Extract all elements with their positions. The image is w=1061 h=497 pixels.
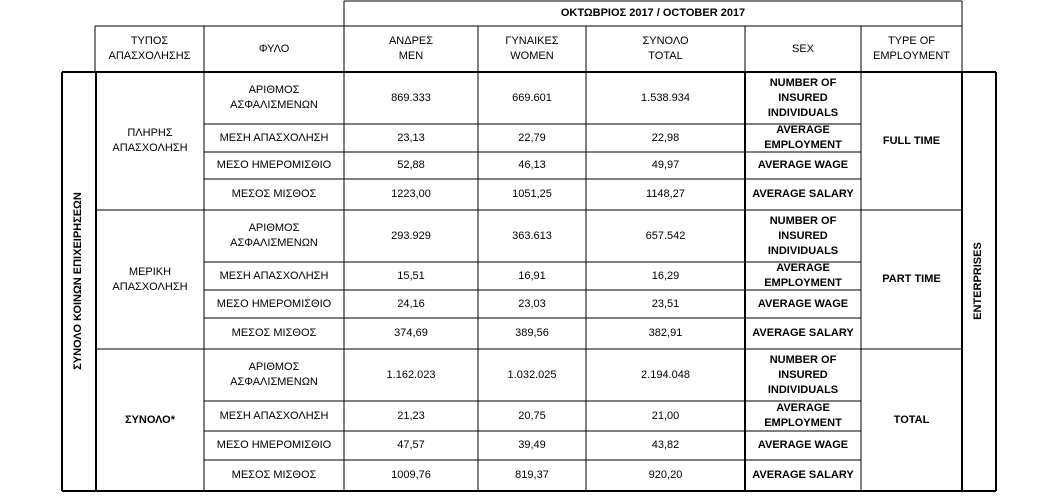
value-women: 389,56 [515,327,549,339]
value-women: 20,75 [518,409,546,422]
header-women: ΓΥΝΑΙΚΕΣ WOMEN [505,35,559,62]
metric-en: AVERAGE EMPLOYMENT [764,262,842,289]
value-men: 24,16 [397,297,425,310]
group-label-gr: ΜΕΡΙΚΗ ΑΠΑΣΧΟΛΗΣΗ [112,265,188,293]
value-women: 39,49 [518,439,546,451]
metric-en: AVERAGE WAGE [757,439,849,451]
group-label-gr: ΣΥΝΟΛΟ* [124,413,176,426]
value-total: 43,82 [651,439,680,451]
value-women: 23,03 [518,297,546,310]
header-sex-gr: ΦΥΛΟ [258,42,290,55]
metric-gr: ΜΕΣΟΣ ΜΙΣΘΟΣ [231,188,317,200]
value-total: 2.194.048 [641,368,690,381]
value-women: 1051,25 [512,188,552,200]
metric-gr: ΑΡΙΘΜΟΣ ΑΣΦΑΛΙΣΜΕΝΩΝ [230,222,318,249]
metric-gr: ΜΕΣΟΣ ΜΙΣΘΟΣ [231,327,317,339]
right-vertical-label: ENTERPRISES [972,242,984,320]
value-men: 23,13 [397,131,425,144]
value-total: 22,98 [651,131,680,144]
metric-en: AVERAGE EMPLOYMENT [764,402,842,429]
value-women: 16,91 [518,269,546,282]
value-women: 1.032.025 [507,368,557,381]
metric-gr: ΜΕΣΟ ΗΜΕΡΟΜΙΣΘΙΟ [216,159,332,171]
value-men: 21,23 [397,409,425,422]
metric-en: AVERAGE SALARY [752,188,854,200]
value-total: 23,51 [651,297,680,310]
value-total: 1148,27 [646,188,685,200]
metric-gr: ΜΕΣΟ ΗΜΕΡΟΜΙΣΘΙΟ [216,439,332,451]
value-women: 46,13 [518,159,546,171]
value-total: 49,97 [651,159,680,171]
value-total: 382,91 [648,327,683,339]
metric-gr: ΜΕΣΟΣ ΜΙΣΘΟΣ [231,469,317,481]
value-total: 21,00 [651,409,680,422]
metric-en: AVERAGE SALARY [752,327,854,339]
value-men: 1223,00 [391,188,431,200]
group-label-en: PART TIME [882,273,941,285]
metric-gr: ΑΡΙΘΜΟΣ ΑΣΦΑΛΙΣΜΕΝΩΝ [230,361,318,388]
value-men: 1009,76 [391,469,431,481]
metric-en: AVERAGE SALARY [752,469,854,481]
group-label-en: TOTAL [893,413,930,426]
header-men: ΑΝΔΡΕΣ MEN [388,35,434,62]
value-men: 47,57 [397,439,425,451]
value-women: 819,37 [515,469,549,481]
header-type-gr: ΤΥΠΟΣ ΑΠΑΣΧΟΛΗΣΗΣ [108,35,191,62]
metric-gr: ΑΡΙΘΜΟΣ ΑΣΦΑΛΙΣΜΕΝΩΝ [230,84,318,111]
metric-en: AVERAGE WAGE [757,159,849,171]
value-total: 657.542 [645,229,686,242]
metric-en: AVERAGE EMPLOYMENT [764,124,842,151]
period-header: ΟΚΤΩΒΡΙΟΣ 2017 / OCTOBER 2017 [560,7,746,19]
header-type-en: TYPE OF EMPLOYMENT [872,35,950,62]
value-men: 869.333 [391,91,431,104]
value-total: 920,20 [648,469,683,481]
value-men: 15,51 [397,269,425,282]
metric-gr: ΜΕΣΗ ΑΠΑΣΧΟΛΗΣΗ [219,269,329,282]
metric-en: NUMBER OF INSURED INDIVIDUALS [767,76,839,119]
header-total: ΣΥΝΟΛΟ TOTAL [642,35,689,62]
metric-gr: ΜΕΣΗ ΑΠΑΣΧΟΛΗΣΗ [219,131,329,144]
value-women: 22,79 [518,131,546,144]
group-label-en: FULL TIME [882,134,941,147]
metric-gr: ΜΕΣΟ ΗΜΕΡΟΜΙΣΘΙΟ [216,297,332,310]
value-men: 293.929 [391,229,431,242]
value-men: 374,69 [394,327,428,339]
value-men: 52,88 [397,159,425,171]
value-women: 363.613 [512,229,552,242]
value-women: 669.601 [512,91,552,104]
metric-gr: ΜΕΣΗ ΑΠΑΣΧΟΛΗΣΗ [219,409,329,422]
metric-en: AVERAGE WAGE [757,297,849,310]
metric-en: NUMBER OF INSURED INDIVIDUALS [767,353,839,396]
metric-en: NUMBER OF INSURED INDIVIDUALS [767,214,839,257]
value-total: 1.538.934 [641,91,690,104]
group-label-gr: ΠΛΗΡΗΣ ΑΠΑΣΧΟΛΗΣΗ [112,127,188,154]
left-vertical-label: ΣΥΝΟΛΟ ΚΟΙΝΩΝ ΕΠΙΧΕΙΡΗΣΕΩΝ [72,192,84,370]
value-men: 1.162.023 [386,368,436,381]
header-sex-en: SEX [791,42,814,55]
value-total: 16,29 [651,269,680,282]
